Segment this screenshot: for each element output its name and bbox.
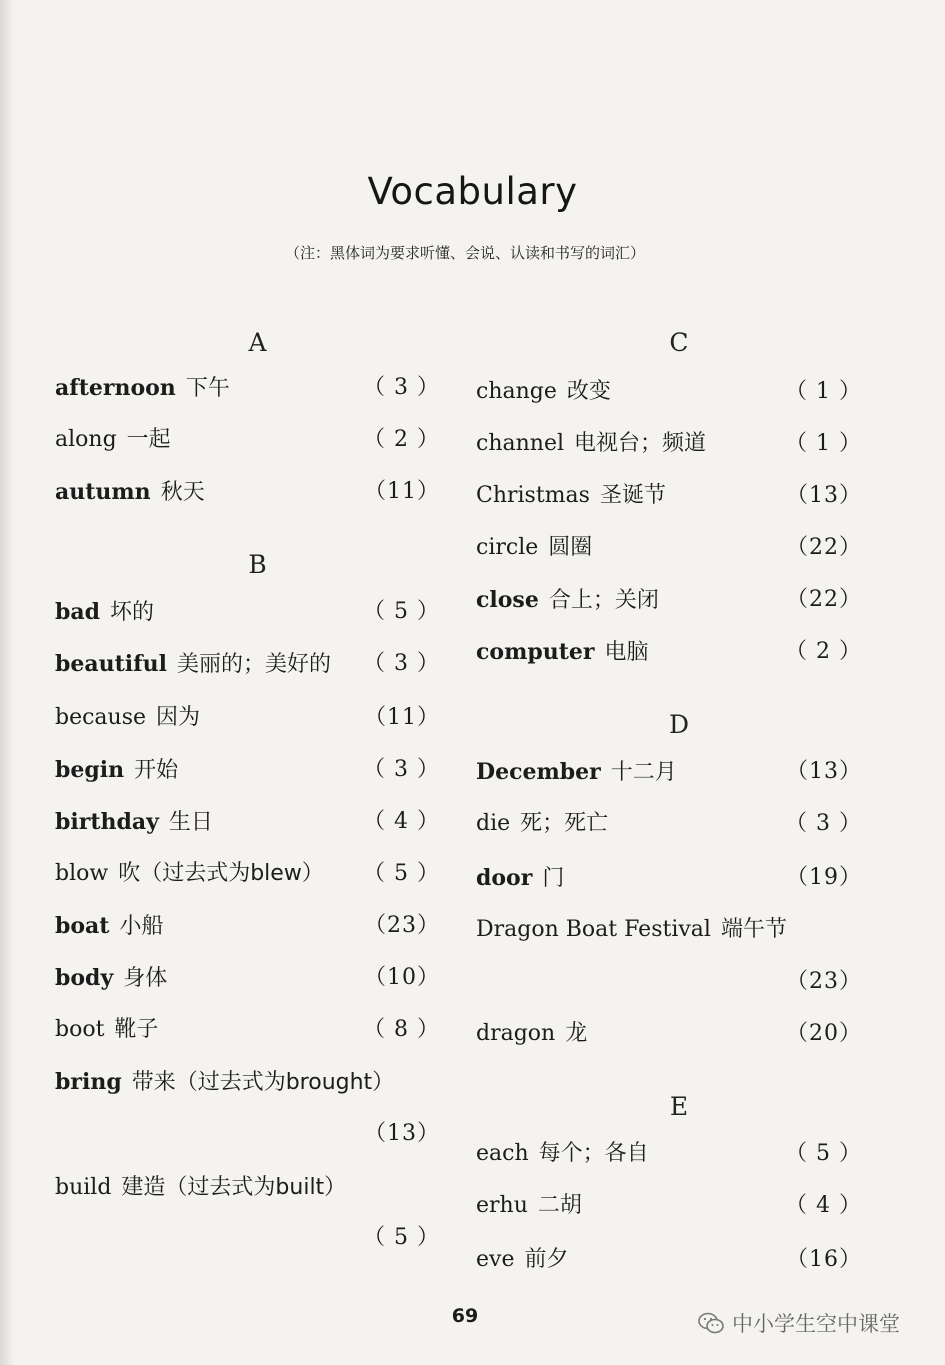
vocab-entry <box>476 376 862 408</box>
page-number: 69 <box>451 1305 479 1327</box>
vocab-word: eve <box>476 1247 515 1272</box>
vocab-word: erhu <box>476 1193 528 1218</box>
vocab-entry <box>55 858 440 890</box>
vocab-meaning: 靴子 <box>114 1017 159 1042</box>
vocab-word: Christmas <box>476 483 590 508</box>
vocab-entry <box>476 1138 862 1170</box>
vocab-entry <box>55 1222 440 1254</box>
vocab-entry <box>55 1066 440 1098</box>
vocab-meaning: 门 <box>542 866 565 891</box>
lesson-number: （ 8 ） <box>363 1017 440 1042</box>
vocab-meaning: 端午节 <box>720 917 787 942</box>
vocab-entry <box>55 648 440 680</box>
vocab-word: dragon <box>476 1021 556 1046</box>
vocab-word: bad <box>55 599 101 625</box>
lesson-number: （16） <box>786 1247 862 1272</box>
vocab-entry <box>476 636 862 668</box>
vocab-meaning: 带来（过去式为brought） <box>131 1070 395 1095</box>
vocab-meaning: 圣诞节 <box>599 483 666 508</box>
vocab-meaning: 下午 <box>185 376 230 401</box>
vocab-meaning: 合上；关闭 <box>548 588 659 613</box>
vocab-entry <box>476 480 862 512</box>
lesson-number: （13） <box>364 1121 440 1146</box>
vocab-word: begin <box>55 757 125 783</box>
lesson-number: （ 3 ） <box>785 811 862 836</box>
lesson-number: （ 4 ） <box>785 1193 862 1218</box>
vocab-entry <box>55 1014 440 1046</box>
vocab-word: close <box>476 587 539 613</box>
vocab-entry <box>476 808 862 840</box>
vocab-word: door <box>476 865 533 891</box>
vocab-meaning: 小船 <box>119 914 164 939</box>
lesson-number: （13） <box>786 483 862 508</box>
vocab-entry <box>476 1018 862 1050</box>
lesson-number: （ 5 ） <box>363 599 440 624</box>
vocab-entry <box>55 806 440 838</box>
vocab-meaning: 改变 <box>566 379 611 404</box>
lesson-number: （ 2 ） <box>785 639 862 664</box>
vocab-entry <box>476 584 862 616</box>
vocab-word: blow <box>55 861 109 886</box>
wechat-icon <box>698 1312 724 1334</box>
vocab-meaning: 二胡 <box>537 1193 582 1218</box>
vocab-meaning: 生日 <box>168 810 213 835</box>
vocab-word: beautiful <box>55 651 167 677</box>
vocab-meaning: 十二月 <box>610 760 677 785</box>
vocab-meaning: 建造（过去式为built） <box>121 1175 347 1200</box>
section-letter: D <box>668 710 690 739</box>
vocab-word: circle <box>476 535 539 560</box>
lesson-number: （23） <box>786 969 862 994</box>
page-title: Vocabulary <box>367 170 578 213</box>
vocab-word: computer <box>476 639 595 665</box>
vocab-entry <box>476 1190 862 1222</box>
lesson-number: （20） <box>786 1021 862 1046</box>
vocab-word: channel <box>476 431 564 456</box>
vocab-entry <box>476 862 862 894</box>
vocab-entry <box>55 1172 440 1204</box>
vocab-entry <box>55 1118 440 1150</box>
vocab-word: afternoon <box>55 375 176 401</box>
vocab-word: bring <box>55 1069 122 1095</box>
lesson-number: （ 3 ） <box>363 651 440 676</box>
vocab-word: autumn <box>55 479 151 505</box>
vocab-meaning: 秋天 <box>160 480 205 505</box>
lesson-number: （ 3 ） <box>363 757 440 782</box>
vocab-meaning: 电脑 <box>604 640 649 665</box>
vocab-meaning: 因为 <box>156 705 201 730</box>
vocab-entry <box>55 596 440 628</box>
vocab-meaning: 美丽的；美好的 <box>176 652 331 677</box>
vocab-word: change <box>476 379 557 404</box>
vocab-meaning: 开始 <box>134 758 179 783</box>
vocab-meaning: 坏的 <box>110 600 155 625</box>
vocab-entry <box>55 424 440 456</box>
section-letter: B <box>248 550 267 579</box>
lesson-number: （11） <box>364 705 440 730</box>
lesson-number: （ 1 ） <box>785 379 862 404</box>
vocab-entry <box>476 966 862 998</box>
vocab-word: December <box>476 759 601 785</box>
vocab-entry <box>476 1244 862 1276</box>
vocab-entry <box>476 756 862 788</box>
vocab-entry <box>55 702 440 734</box>
vocab-meaning: 吹（过去式为blew） <box>118 861 324 886</box>
vocab-meaning: 龙 <box>565 1021 588 1046</box>
vocab-meaning: 身体 <box>123 966 168 991</box>
section-letter: C <box>669 328 689 357</box>
vocab-entry <box>55 910 440 942</box>
vocab-word: because <box>55 705 147 730</box>
lesson-number: （11） <box>364 479 440 504</box>
lesson-number: （22） <box>786 587 862 612</box>
vocab-word: each <box>476 1141 529 1166</box>
lesson-number: （19） <box>786 865 862 890</box>
vocab-meaning: 一起 <box>126 427 171 452</box>
vocabulary-note: （注：黑体词为要求听懂、会说、认读和书写的词汇） <box>284 244 645 262</box>
lesson-number: （ 1 ） <box>785 431 862 456</box>
lesson-number: （22） <box>786 535 862 560</box>
watermark-text: 中小学生空中课堂 <box>732 1312 900 1336</box>
vocab-word: boot <box>55 1017 105 1042</box>
lesson-number: （23） <box>364 913 440 938</box>
vocab-word: Dragon Boat Festival <box>476 917 711 942</box>
vocab-entry <box>55 476 440 508</box>
vocab-word: die <box>476 811 511 836</box>
vocab-meaning: 前夕 <box>524 1247 569 1272</box>
watermark <box>698 1308 900 1338</box>
vocab-entry <box>476 428 862 460</box>
lesson-number: （ 4 ） <box>363 809 440 834</box>
vocab-word: body <box>55 965 114 991</box>
lesson-number: （ 5 ） <box>363 861 440 886</box>
lesson-number: （10） <box>364 965 440 990</box>
vocab-meaning: 电视台；频道 <box>574 431 707 456</box>
lesson-number: （ 2 ） <box>363 427 440 452</box>
section-letter: E <box>669 1092 689 1121</box>
vocab-word: birthday <box>55 809 159 835</box>
vocab-entry <box>476 914 862 946</box>
vocab-meaning: 圆圈 <box>548 535 593 560</box>
lesson-number: （ 3 ） <box>363 375 440 400</box>
vocab-entry <box>476 532 862 564</box>
vocab-word: build <box>55 1175 112 1200</box>
vocab-meaning: 每个；各自 <box>538 1141 649 1166</box>
section-letter: A <box>248 328 267 357</box>
vocab-entry <box>55 962 440 994</box>
vocab-entry <box>55 754 440 786</box>
vocab-entry <box>55 372 440 404</box>
vocab-word: along <box>55 427 117 452</box>
vocab-word: boat <box>55 913 110 939</box>
vocab-meaning: 死；死亡 <box>520 811 609 836</box>
lesson-number: （ 5 ） <box>363 1225 440 1250</box>
lesson-number: （ 5 ） <box>785 1141 862 1166</box>
lesson-number: （13） <box>786 759 862 784</box>
